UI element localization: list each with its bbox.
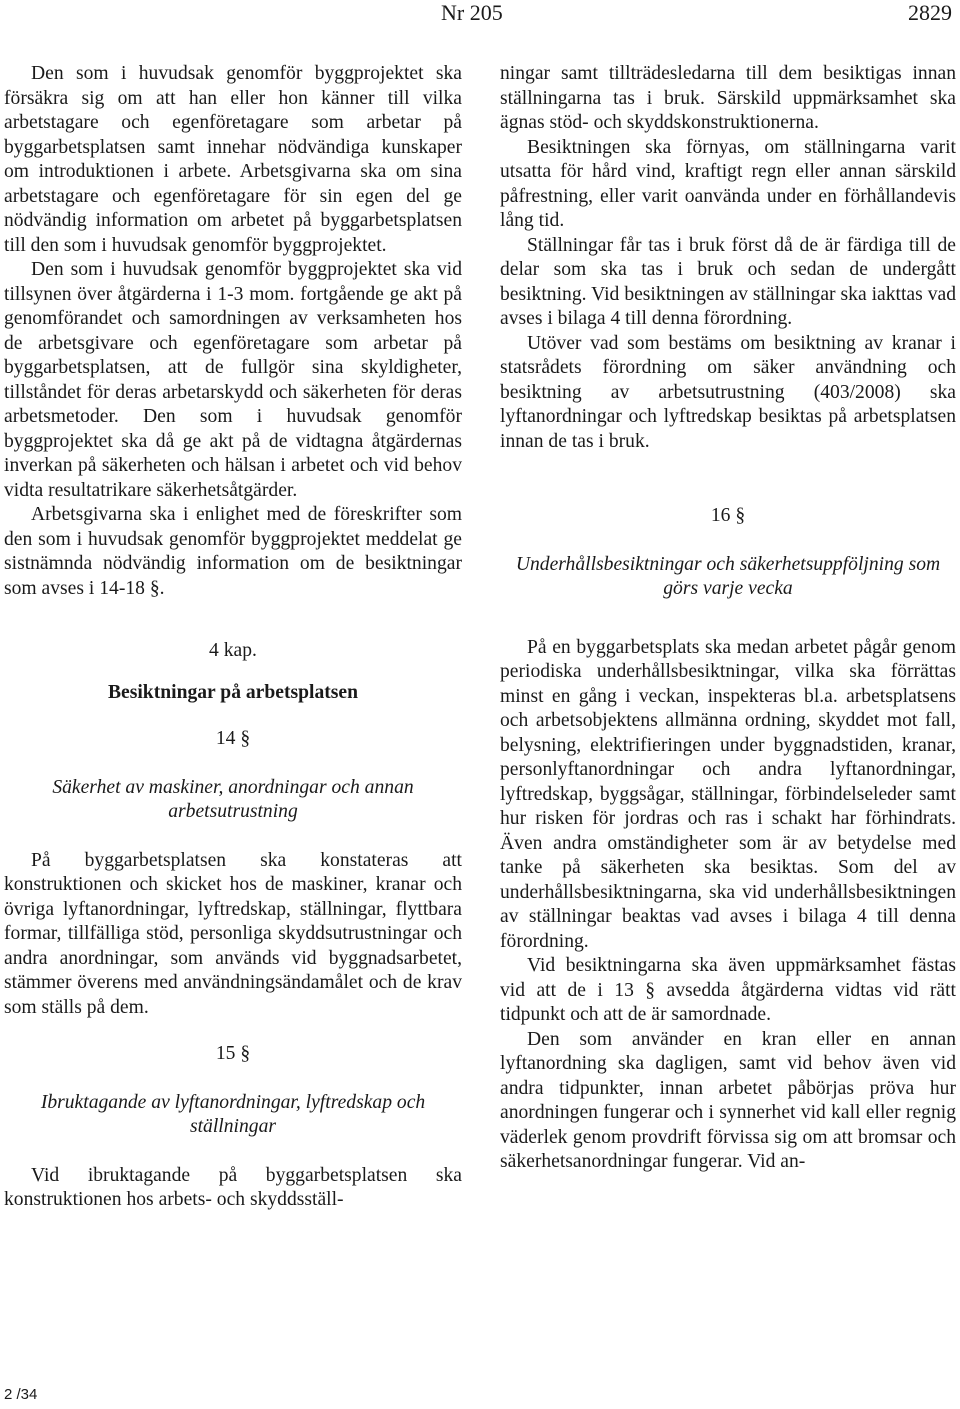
paragraph: Vid ibruktagande på byggarbetsplatsen ska konstruktionen hos arbets- och skyddsställ- <box>4 1164 462 1210</box>
paragraph: Ställningar får tas i bruk först då de är färdiga till de delar som ska tas i bruk och sedan de undergått besiktning. Vid besiktningen av ställningar ska iakttas vad avses i bilaga 4 till denna förordning. <box>500 234 956 329</box>
section-number-15: 15 § <box>215 1043 251 1064</box>
paragraph: Den som i huvudsak genomför byggprojektet ska vid tillsynen över åtgärderna i 1-3 mom. fortgående ge akt på genomförandet och samordningen av verksamheten hos de arbetsgivare och egenföretagare som arbetar på byggarbetsplatsen, att de fullgör sina skyldigheter, tillståndet för deras arbetarskydd och säkerheten för deras arbetsmetoder. Den som i huvudsak genomför byggprojektet ska då ge akt på de vidtagna åtgärdernas inverkan på säkerheten och hälsan i arbetet och vid behov vidta resultatrikare säkerhetsåtgärder. <box>4 259 462 501</box>
page-header <box>0 0 960 34</box>
section-title-14: Säkerhet av maskiner, anordningar och annan arbetsutrustning <box>52 776 414 822</box>
paragraph: På byggarbetsplatsen ska konstateras att konstruktionen och skicket hos de maskiner, kranar och övriga lyftanordningar, lyftredskap, ställningar, flyttbara formar, tillfälliga stöd, personliga skyddsutrustningar och andra anordningar, som används vid byggnadsarbetet, stämmer överens med användningsändamålet och de krav som ställs på dem. <box>4 849 462 1018</box>
paragraph: Den som i huvudsak genomför byggprojektet ska försäkra sig om att han eller hon känner till vilka arbetstagare och egenföretagare som arbetar på byggarbetsplatsen samt innehar nödvändiga kunskaper om introduktionen i arbete. Arbetsgivarna ska om sina arbetstagare och egenföretagare för sin egen del ge nödvändig information om arbetet på byggarbetsplatsen till den som i huvudsak genomför byggprojektet. <box>4 63 462 256</box>
section-title-16: Underhållsbesiktningar och säkerhetsuppföljning som görs varje vecka <box>515 553 941 599</box>
section-title-15: Ibruktagande av lyftanordningar, lyftredskap och ställningar <box>40 1091 426 1137</box>
paragraph: Den som använder en kran eller en annan lyftanordning ska dagligen, samt vid behov även vid andra tidpunkter, innan arbetet påbörjas pröva hur anordningen fungerar och i synnerhet vid kall eller regnig väderlek genom provdrift förvissa sig om att bromsar och säkerhetsanordningar fungerar. Vid an- <box>500 1028 956 1172</box>
paragraph: ningar samt tillträdesledarna till dem besiktigas innan ställningarna tas i bruk. Särskild uppmärksamhet ska ägnas stöd- och skyddskonstruktionerna. <box>500 63 956 133</box>
section-number-16: 16 § <box>710 505 746 526</box>
page-number: 2829 <box>908 0 952 25</box>
section-number-14: 14 § <box>215 728 251 749</box>
right-column <box>500 62 956 1175</box>
left-column <box>4 62 462 1213</box>
paragraph: Utöver vad som bestäms om besiktning av kranar i statsrådets förordning om säker användning och besiktning av arbetsutrustning (403/2008) ska lyftanordningar och lyftredskap besiktas på arbetsplatsen innan de tas i bruk. <box>500 332 956 452</box>
paragraph: Besiktningen ska förnyas, om ställningarna varit utsatta för hård vind, kraftigt regn eller annan särskild påfrestning, eller varit oanvända under en förhållandevis lång tid. <box>500 136 956 231</box>
chapter-number: 4 kap. <box>209 640 257 661</box>
page-footer: 2 /34 <box>4 1386 38 1403</box>
paragraph: Vid besiktningarna ska även uppmärksamhet fästas vid att de i 13 § avsedda åtgärderna vidtas vid rätt tidpunkt och att de är samordnade. <box>500 955 956 1025</box>
paragraph: På en byggarbetsplats ska medan arbetet pågår genom periodiska underhållsbesiktningar, vilka ska förrättas minst en gång i veckan, inspekteras bl.a. arbetsplatsens och arbetsobjektens allmänna ordning, skyddet mot fall, belysning, elektrifieringen under byggnadstiden, kranar, personlyftanordningar och andra lyftanordningar, lyftredskap, byggsågar, ställningar, förbindelseleder samt hur risken för jordras och ras i schakt har förhindrats. Även andra omständigheter som är av betydelse med tanke på säkerheten ska besiktas. Som del av underhållsbesiktningarna, ska vid underhållsbesiktningen av ställningar beaktas vad avses i bilaga 4 till denna förordning. <box>500 636 956 952</box>
chapter-title: Besiktningar på arbetsplatsen <box>107 681 359 703</box>
issue-number: Nr 205 <box>441 0 503 25</box>
paragraph: Arbetsgivarna ska i enlighet med de föreskrifter som den som i huvudsak genomför byggprojektet meddelat ge sistnämnda nödvändig information om de besiktningar som avses i 14-18 §. <box>4 504 462 599</box>
